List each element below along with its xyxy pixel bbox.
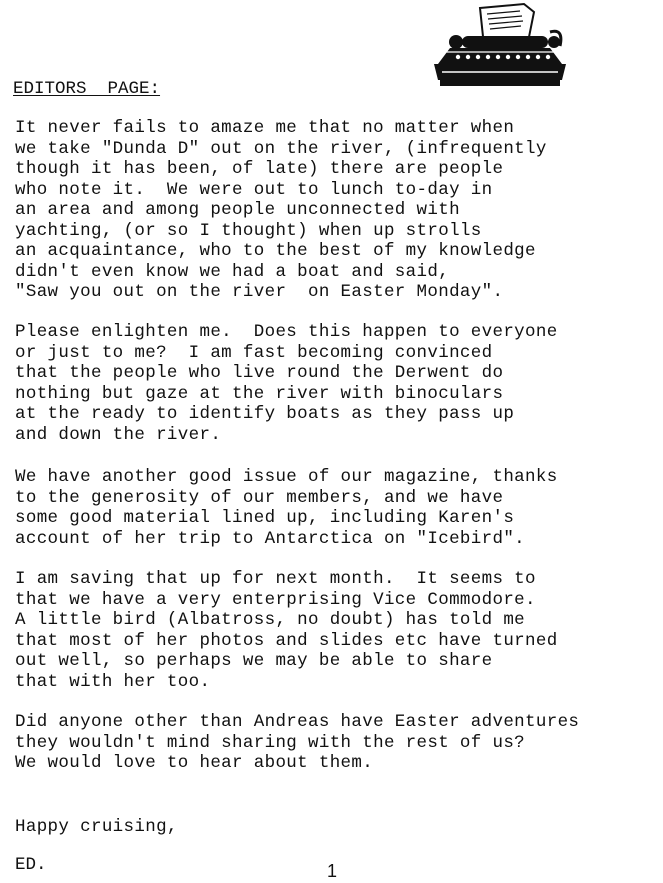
paragraph-line: We would love to hear about them. [15,753,374,773]
paragraph-line: didn't even know we had a boat and said, [15,261,450,282]
paragraph-line: account of her trip to Antarctica on "Icebird". [15,528,526,549]
closing-line: Happy cruising, [15,817,178,837]
paragraph-5 [15,712,579,774]
paragraph-line: some good material lined up, including Karen's [15,508,515,528]
paragraph-line: that we have a very enterprising Vice Commodore. [15,589,536,610]
paragraph-line: an area and among people unconnected with [15,200,460,220]
page-number: 1 [327,861,338,881]
paragraph-4 [15,569,558,692]
paragraph-line: who note it. We were out to lunch to-day in [15,179,493,200]
paragraph-line: they wouldn't mind sharing with the rest of us? [15,732,526,753]
paragraph-line: we take "Dunda D" out on the river, (infrequently [15,138,547,159]
paragraph-line: Did anyone other than Andreas have Easter adventures [15,712,580,732]
paragraph-line: yachting, (or so I thought) when up strolls [15,220,482,241]
paragraph-line: "Saw you out on the river on Easter Monday". [15,282,504,302]
page-heading: EDITORS PAGE: [13,79,161,99]
paragraph-line: Please enlighten me. Does this happen to everyone [15,322,558,342]
paragraph-2 [15,322,558,445]
paragraph-line: We have another good issue of our magazine, thanks [15,467,558,487]
signature: ED. [15,855,47,875]
paragraph-line: or just to me? I am fast becoming convinced [15,342,493,363]
paragraph-line: It never fails to amaze me that no matter when [15,118,515,138]
typewriter-icon [432,2,568,88]
paragraph-3 [15,467,558,549]
paragraph-line: and down the river. [15,424,222,445]
paragraph-line: an acquaintance, who to the best of my knowledge [15,241,536,261]
paragraph-line: A little bird (Albatross, no doubt) has told me [15,610,526,630]
paragraph-line: though it has been, of late) there are people [15,159,504,179]
paragraph-line: that the people who live round the Derwent do [15,363,504,383]
paragraph-line: that with her too. [15,671,211,692]
paragraph-line: I am saving that up for next month. It seems to [15,569,536,589]
paragraph-1 [15,118,547,303]
paragraph-line: out well, so perhaps we may be able to share [15,651,493,671]
paragraph-line: nothing but gaze at the river with binoculars [15,383,504,404]
paragraph-line: that most of her photos and slides etc have turned [15,630,558,651]
paragraph-line: to the generosity of our members, and we have [15,487,504,508]
paragraph-line: at the ready to identify boats as they pass up [15,404,515,424]
